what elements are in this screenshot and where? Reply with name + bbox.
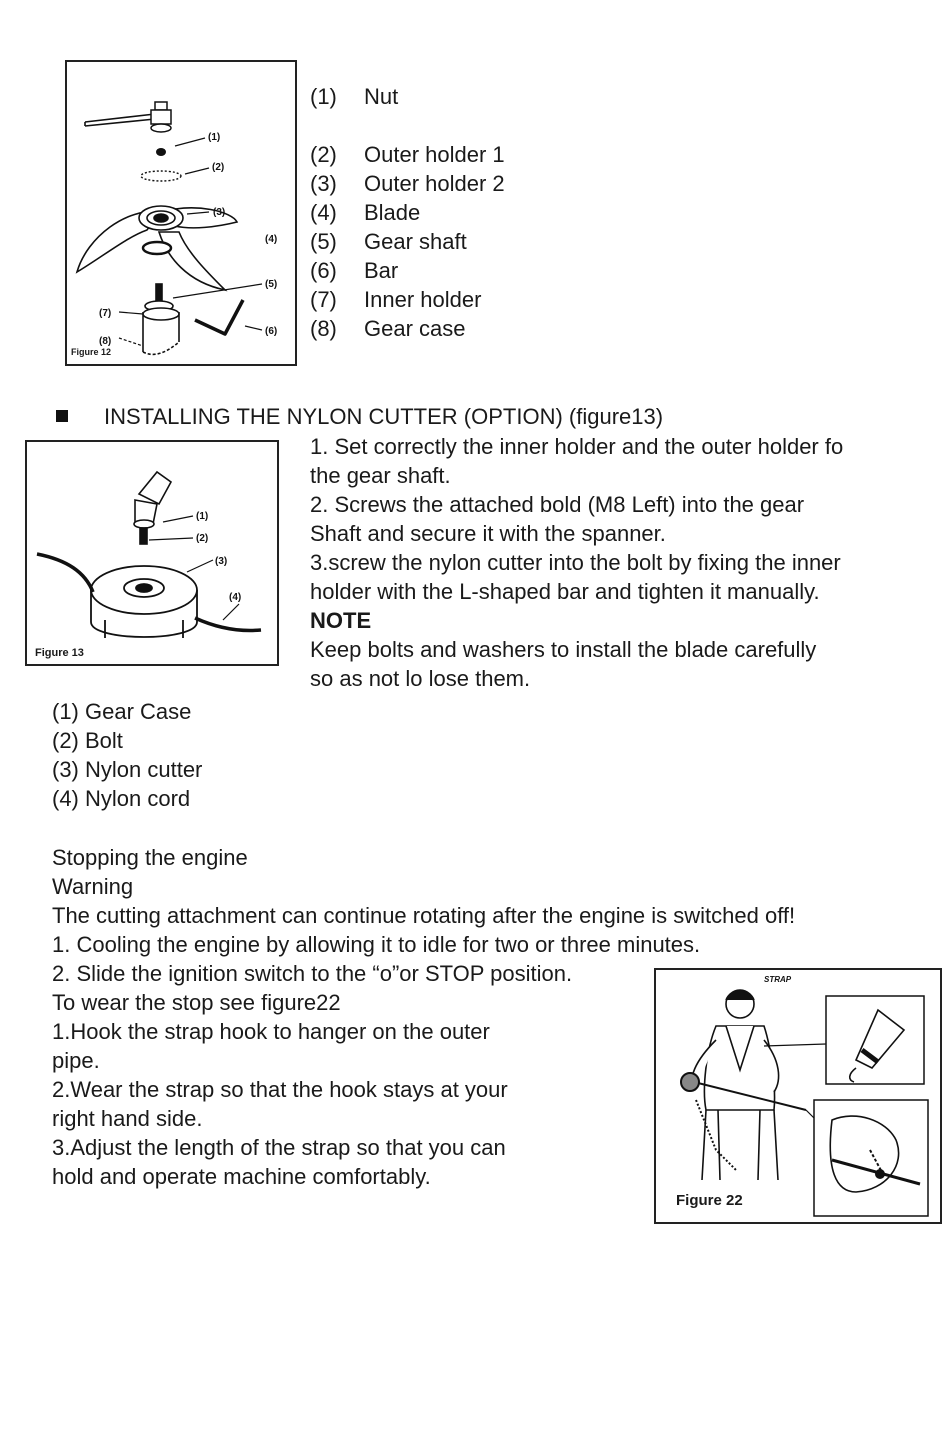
part-row: (3) Outer holder 2 — [310, 171, 505, 196]
part-row: (3) Nylon cutter — [52, 757, 203, 782]
nylon-cutter-heading: INSTALLING THE NYLON CUTTER (OPTION) (figure13) — [104, 404, 664, 429]
part-row: (5) Gear shaft — [310, 229, 467, 254]
callout-2: (2) — [196, 533, 209, 544]
leader-lines — [119, 138, 262, 346]
outer-holder-2-drawing — [143, 242, 171, 254]
parts-list-figure-13 — [52, 697, 202, 813]
nylon-cord-drawing — [37, 554, 93, 592]
strap-step: 1.Hook the strap hook to hanger on the outer — [52, 1019, 490, 1044]
note-label: NOTE — [310, 608, 372, 633]
instruction-line: 2. Screws the attached bold (M8 Left) into the gear — [310, 492, 805, 517]
figure-22 — [654, 968, 942, 1224]
strap-step: 2.Wear the strap so that the hook stays at your — [52, 1077, 508, 1102]
stopping-title: Stopping the engine — [52, 845, 248, 870]
l-bar-drawing — [195, 300, 243, 334]
parts-list-figure-12 — [310, 82, 505, 343]
section-bullet — [56, 410, 68, 422]
wrench-drawing — [85, 114, 155, 126]
callout-1: (1) — [196, 511, 209, 522]
instruction-line: 3.screw the nylon cutter into the bolt by fixing the inner — [310, 550, 841, 575]
strap-intro: To wear the stop see figure22 — [52, 990, 341, 1015]
warning-text: The cutting attachment can continue rotating after the engine is switched off! — [52, 903, 796, 928]
callout-3: (3) — [213, 207, 226, 218]
callout-6: (6) — [265, 326, 278, 337]
callout-8: (8) — [99, 336, 112, 347]
part-row: (8) Gear case — [310, 316, 466, 341]
part-row: (2) Bolt — [52, 728, 123, 753]
part-row: (4) Nylon cord — [52, 786, 191, 811]
strap-step: hold and operate machine comfortably. — [52, 1164, 431, 1189]
part-row: (4) Blade — [310, 200, 421, 225]
strap-hook-inset — [826, 996, 924, 1084]
callout-4: (4) — [265, 234, 278, 245]
instruction-line: the gear shaft. — [310, 463, 451, 488]
nylon-cutter-instructions — [310, 432, 935, 693]
note-line: Keep bolts and washers to install the blade carefully — [310, 637, 817, 662]
gear-case-drawing — [134, 472, 171, 544]
nylon-spool-drawing — [91, 566, 197, 638]
figure-22-caption: Figure 22 — [676, 1192, 743, 1209]
gear-case-drawing — [143, 284, 179, 354]
figure-12-caption: Figure 12 — [71, 347, 112, 357]
part-row: (7) Inner holder — [310, 287, 482, 312]
part-row: (1) Nut — [310, 84, 399, 109]
nylon-cutter-illustration — [27, 442, 277, 664]
callout-1: (1) — [208, 132, 221, 143]
strap-step: right hand side. — [52, 1106, 203, 1131]
nylon-cord-drawing — [195, 618, 261, 631]
part-row: (1) Gear Case — [52, 699, 192, 724]
instruction-line: 1. Set correctly the inner holder and the outer holder fo — [310, 434, 844, 459]
strap-tag: STRAP — [764, 975, 792, 984]
part-row: (6) Bar — [310, 258, 399, 283]
blade-assembly-illustration — [67, 62, 295, 364]
note-line: so as not lo lose them. — [310, 666, 531, 691]
part-row: (2) Outer holder 1 — [310, 142, 505, 167]
outer-holder-1-drawing — [141, 171, 181, 181]
stopping-step: 2. Slide the ignition switch to the “o”or STOP position. — [52, 961, 573, 986]
nut-drawing — [151, 102, 171, 132]
callout-7: (7) — [99, 308, 112, 319]
strap-step: pipe. — [52, 1048, 100, 1073]
figure-12 — [65, 60, 297, 366]
figure-13-caption: Figure 13 — [35, 647, 84, 659]
hanger-inset — [814, 1100, 928, 1216]
strap-step: 3.Adjust the length of the strap so that you can — [52, 1135, 506, 1160]
callout-2: (2) — [212, 162, 225, 173]
washer-drawing — [156, 148, 166, 156]
instruction-line: holder with the L-shaped bar and tighten it manually. — [310, 579, 820, 604]
figure-13 — [25, 440, 279, 666]
callout-4: (4) — [229, 592, 242, 603]
stopping-step: 1. Cooling the engine by allowing it to idle for two or three minutes. — [52, 932, 701, 957]
warning-label: Warning — [52, 874, 134, 899]
callout-3: (3) — [215, 556, 228, 567]
callout-5: (5) — [265, 279, 278, 290]
instruction-line: Shaft and secure it with the spanner. — [310, 521, 666, 546]
strap-illustration — [656, 970, 940, 1222]
